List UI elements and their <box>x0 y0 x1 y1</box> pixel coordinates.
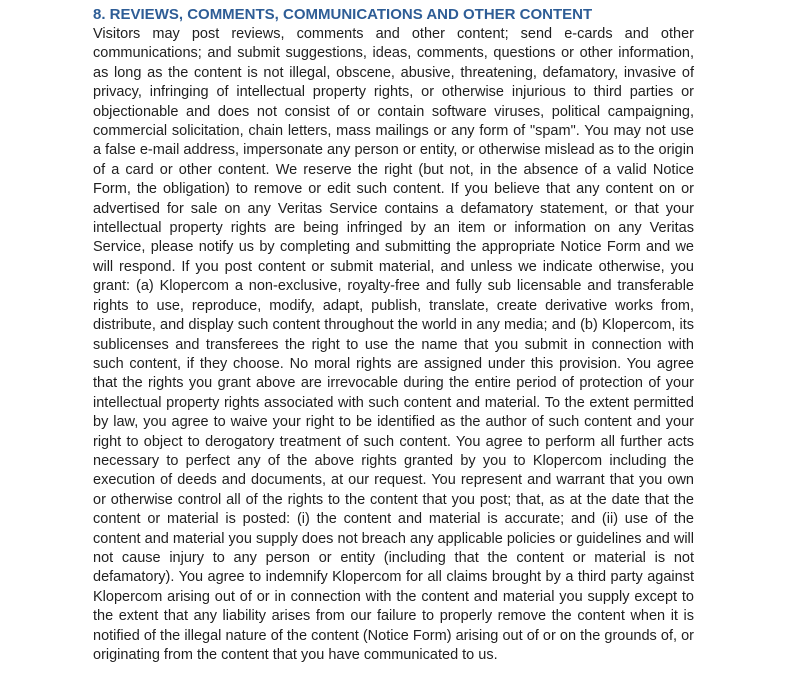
section-body-text: Visitors may post reviews, comments and other content; send e-cards and other communications; and submit suggestions, ideas, comments, questions or other information, as long as the content is not illegal, obscene, abusive, threatening, defamatory, invasive of privacy, infringing of intellectual property rights, or otherwise injurious to third parties or objectionable and does not consist of or contain software viruses, political campaigning, commercial solicitation, chain letters, mass mailings or any form of "spam". You may not use a false e-mail address, impersonate any person or entity, or otherwise mislead as to the origin of a card or other content. We reserve the right (but not, in the absence of a valid Notice Form, the obligation) to remove or edit such content. If you believe that any content on or advertised for sale on any Veritas Service contains a defamatory statement, or that your intellectual property rights are being infringed by an item or information on any Veritas Service, please notify us by completing and submitting the appropriate Notice Form and we will respond. If you post content or submit material, and unless we indicate otherwise, you grant: (a) Klopercom a non-exclusive, royalty-free and fully sub licensable and transferable rights to use, reproduce, modify, adapt, publish, translate, create derivative works from, distribute, and display such content throughout the world in any media; and (b) Klopercom, its sublicenses and transferees the right to use the name that you submit in connection with such content, if they choose. No moral rights are assigned under this provision. You agree that the rights you grant above are irrevocable during the entire period of protection of your intellectual property rights associated with such content and material. To the extent permitted by law, you agree to waive your right to be identified as the author of such content and your right to object to derogatory treatment of such content. You agree to perform all further acts necessary to perfect any of the above rights granted by you to Klopercom including the execution of deeds and documents, at our request. You represent and warrant that you own or otherwise control all of the rights to the content that you post; that, as at the date that the content or material is posted: (i) the content and material is accurate; and (ii) use of the content and material you supply does not breach any applicable policies or guidelines and will not cause injury to any person or entity (including that the content or material is not defamatory). You agree to indemnify Klopercom for all claims brought by a third party against Klopercom arising out of or in connection with the content and material you supply except to the extent that any liability arises from our failure to properly remove the content when it is notified of the illegal nature of the content (Notice Form) arising out of or on the grounds of, or originating from the content that you have communicated to us. <box>93 26 694 663</box>
section-heading: 8. REVIEWS, COMMENTS, COMMUNICATIONS AND OTHER CONTENT <box>93 6 593 23</box>
terms-section-reviews-comments <box>93 6 694 665</box>
